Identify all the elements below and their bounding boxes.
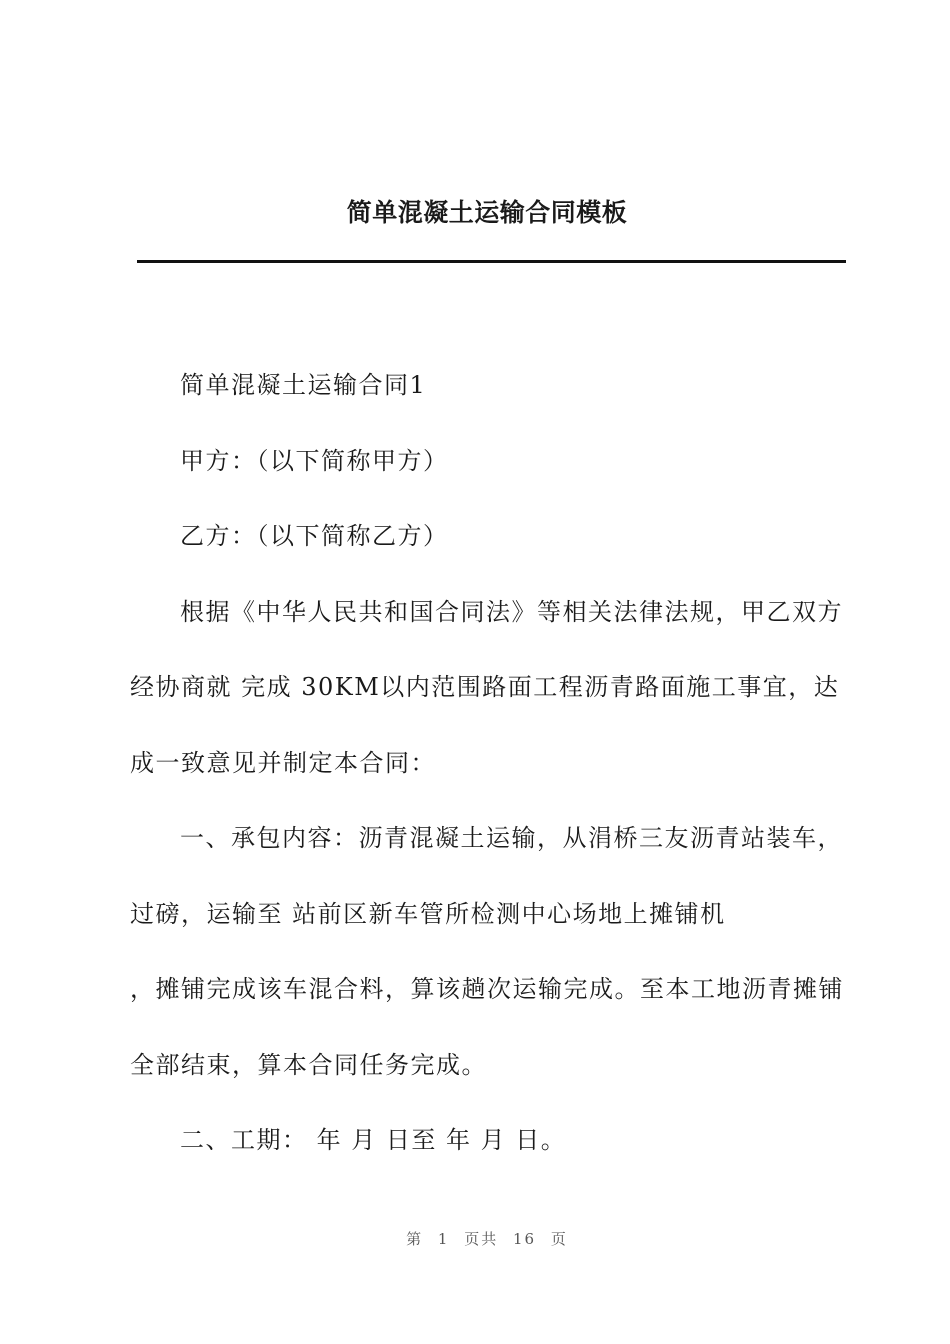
document-body [130, 348, 845, 1179]
preamble-line-2: 经协商就 完成 30KM以内范围路面工程沥青路面施工事宜，达 [130, 673, 840, 701]
party-a-line: 甲方：（以下简称甲方） [180, 446, 449, 475]
page-number-footer: 第 1 页共 16 页 [406, 1230, 568, 1248]
contract-heading: 简单混凝土运输合同1 [180, 371, 427, 399]
party-b-line: 乙方：（以下简称乙方） [180, 522, 449, 550]
preamble-line-1: 根据《中华人民共和国合同法》等相关法律法规，甲乙双方 [180, 597, 843, 626]
clause-1-line-4: 全部结束，算本合同任务完成。 [130, 1050, 487, 1079]
clause-1-line-1: 一、承包内容：沥青混凝土运输，从涓桥三友沥青站装车， [180, 824, 843, 852]
preamble-line-3: 成一致意见并制定本合同： [130, 748, 436, 777]
document-title: 简单混凝土运输合同模板 [346, 198, 628, 227]
clause-1-line-2: 过磅，运输至 站前区新车管所检测中心场地上摊铺机 [130, 899, 726, 928]
clause-1-line-3: ，摊铺完成该车混合料，算该趟次运输完成。至本工地沥青摊铺 [130, 975, 844, 1003]
title-underline [137, 260, 846, 263]
clause-2-line: 二、工期： 年 月 日至 年 月 日。 [180, 1126, 567, 1154]
